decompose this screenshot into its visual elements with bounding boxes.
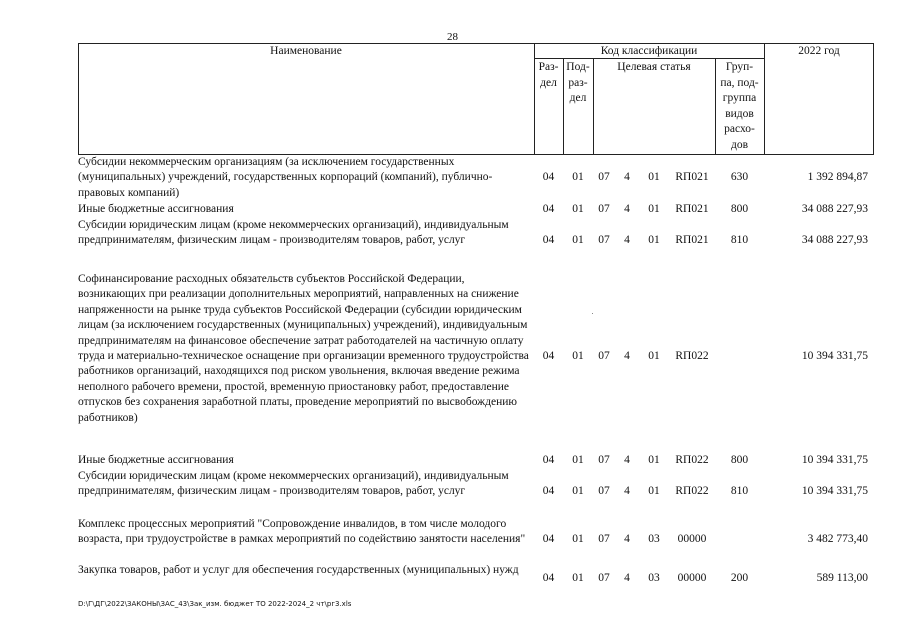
cell-cs2: 4 bbox=[624, 533, 630, 545]
cell-cs3: 01 bbox=[648, 350, 660, 362]
cell-razdel: 04 bbox=[542, 533, 555, 545]
cell-vr: 200 bbox=[730, 572, 749, 584]
table-row bbox=[78, 272, 874, 441]
cell-cs1: 07 bbox=[598, 533, 610, 545]
cell-podrazdel: 01 bbox=[572, 533, 584, 545]
cell-cs1: 07 bbox=[598, 572, 610, 584]
cell-razdel: 04 bbox=[542, 171, 555, 183]
header-year: 2022 год bbox=[798, 45, 840, 57]
row-name: Иные бюджетные ассигнования bbox=[78, 203, 234, 215]
cell-vr: 800 bbox=[730, 203, 749, 215]
row-name: Субсидии юридическим лицам (кроме некоммерческих организаций), индивидуальным предпринимателям, физическим лицам - производителям товаров, работ, услуг bbox=[78, 470, 509, 498]
cell-razdel: 04 bbox=[542, 350, 555, 362]
cell-vr: 800 bbox=[730, 454, 749, 466]
header-expense-group: Груп- па, под- группа видов расхо- дов bbox=[720, 61, 759, 151]
scan-speck bbox=[592, 313, 593, 314]
cell-cs3: 01 bbox=[648, 171, 660, 183]
cell-cs3: 01 bbox=[648, 454, 660, 466]
cell-razdel: 04 bbox=[542, 572, 555, 584]
cell-razdel: 04 bbox=[542, 203, 555, 215]
cell-cs4: RП022 bbox=[675, 454, 709, 466]
cell-amount: 34 088 227,93 bbox=[801, 203, 868, 215]
cell-amount: 3 482 773,40 bbox=[807, 533, 868, 545]
cell-cs2: 4 bbox=[624, 234, 630, 246]
header-divider bbox=[534, 58, 764, 59]
row-name: Субсидии некоммерческим организациям (за исключением государственных (муниципальных) учреждений, государственных корпораций (компаний), публично-правовых компаний) bbox=[78, 156, 493, 199]
cell-amount: 10 394 331,75 bbox=[801, 485, 868, 497]
cell-podrazdel: 01 bbox=[572, 572, 584, 584]
header-classification: Код классификации bbox=[600, 45, 698, 57]
header-target-item: Целевая статья bbox=[617, 61, 691, 73]
row-name: Иные бюджетные ассигнования bbox=[78, 454, 234, 466]
cell-vr: 810 bbox=[730, 234, 749, 246]
cell-cs3: 03 bbox=[648, 533, 660, 545]
row-name: Софинансирование расходных обязательств субъектов Российской Федерации, возникающих при реализации дополнительных мероприятий, направленных на снижение напряженности на рынке труда субъектов Российской Федерации (субсидии юридическим лицам (за исключением государственных (муниципальных) учреждений), индивидуальным предпринимателям на финансовое обеспечение затрат работодателей на частичную оплату труда и материально-техническое оснащение при организации временного трудоустройства работников организаций, находящихся под риском увольнения, включая введение режима неполного рабочего времени, простой, временную приостановку работ, предоставление отпусков без сохранения заработной платы, проведение мероприятий по высвобождению работников) bbox=[78, 273, 529, 424]
cell-amount: 10 394 331,75 bbox=[801, 350, 868, 362]
table-row bbox=[78, 202, 874, 217]
cell-amount: 589 113,00 bbox=[816, 572, 868, 584]
table-row bbox=[78, 453, 874, 468]
cell-amount: 34 088 227,93 bbox=[801, 234, 868, 246]
cell-cs4: RП021 bbox=[675, 171, 709, 183]
footer-file-path: D:\Г\ДГ\2022\ЗАКОНЫ\ЗАС_43\Зак_изм. бюджет ТО 2022-2024_2 чт\рг3.xls bbox=[78, 600, 352, 608]
cell-amount: 10 394 331,75 bbox=[801, 454, 868, 466]
cell-podrazdel: 01 bbox=[572, 203, 584, 215]
table-header bbox=[78, 43, 874, 155]
table-row bbox=[78, 155, 874, 201]
cell-podrazdel: 01 bbox=[572, 171, 584, 183]
row-name: Комплекс процессных мероприятий "Сопровождение инвалидов, в том числе молодого возраста, при трудоустройстве в рамках мероприятий по содействию занятости населения" bbox=[78, 518, 526, 546]
cell-podrazdel: 01 bbox=[572, 234, 584, 246]
cell-cs4: 00000 bbox=[677, 533, 707, 545]
cell-cs2: 4 bbox=[624, 350, 630, 362]
cell-razdel: 04 bbox=[542, 234, 555, 246]
row-name: Закупка товаров, работ и услуг для обеспечения государственных (муниципальных) нужд bbox=[78, 564, 519, 576]
table-row bbox=[78, 563, 874, 594]
cell-cs3: 03 bbox=[648, 572, 660, 584]
cell-cs3: 01 bbox=[648, 203, 660, 215]
cell-vr: 810 bbox=[730, 485, 749, 497]
cell-amount: 1 392 894,87 bbox=[807, 171, 868, 183]
cell-vr: 630 bbox=[730, 171, 749, 183]
cell-cs1: 07 bbox=[598, 171, 610, 183]
cell-cs1: 07 bbox=[598, 203, 610, 215]
row-name: Субсидии юридическим лицам (кроме некоммерческих организаций), индивидуальным предпринимателям, физическим лицам - производителям товаров, работ, услуг bbox=[78, 219, 509, 247]
cell-cs1: 07 bbox=[598, 234, 610, 246]
cell-cs4: RП022 bbox=[675, 350, 709, 362]
cell-cs2: 4 bbox=[624, 485, 630, 497]
table-row bbox=[78, 469, 874, 515]
cell-cs4: RП021 bbox=[675, 203, 709, 215]
cell-cs2: 4 bbox=[624, 454, 630, 466]
cell-cs4: RП022 bbox=[675, 485, 709, 497]
header-left-border bbox=[78, 43, 79, 155]
cell-cs3: 01 bbox=[648, 234, 660, 246]
header-right-border bbox=[873, 43, 874, 155]
header-subsection: Под- раз- дел bbox=[566, 61, 590, 104]
cell-razdel: 04 bbox=[542, 485, 555, 497]
cell-cs2: 4 bbox=[624, 572, 630, 584]
page-number: 28 bbox=[447, 31, 458, 43]
cell-podrazdel: 01 bbox=[572, 350, 584, 362]
header-section: Раз- дел bbox=[538, 61, 559, 89]
cell-podrazdel: 01 bbox=[572, 485, 584, 497]
table-row bbox=[78, 517, 874, 563]
cell-cs1: 07 bbox=[598, 485, 610, 497]
table-row bbox=[78, 218, 874, 264]
cell-cs1: 07 bbox=[598, 454, 610, 466]
header-divider bbox=[764, 43, 765, 155]
cell-razdel: 04 bbox=[542, 454, 555, 466]
cell-cs4: RП021 bbox=[675, 234, 709, 246]
cell-cs1: 07 bbox=[598, 350, 610, 362]
cell-cs4: 00000 bbox=[677, 572, 707, 584]
cell-cs3: 01 bbox=[648, 485, 660, 497]
cell-podrazdel: 01 bbox=[572, 454, 584, 466]
header-name: Наименование bbox=[270, 45, 342, 57]
cell-cs2: 4 bbox=[624, 203, 630, 215]
cell-cs2: 4 bbox=[624, 171, 630, 183]
